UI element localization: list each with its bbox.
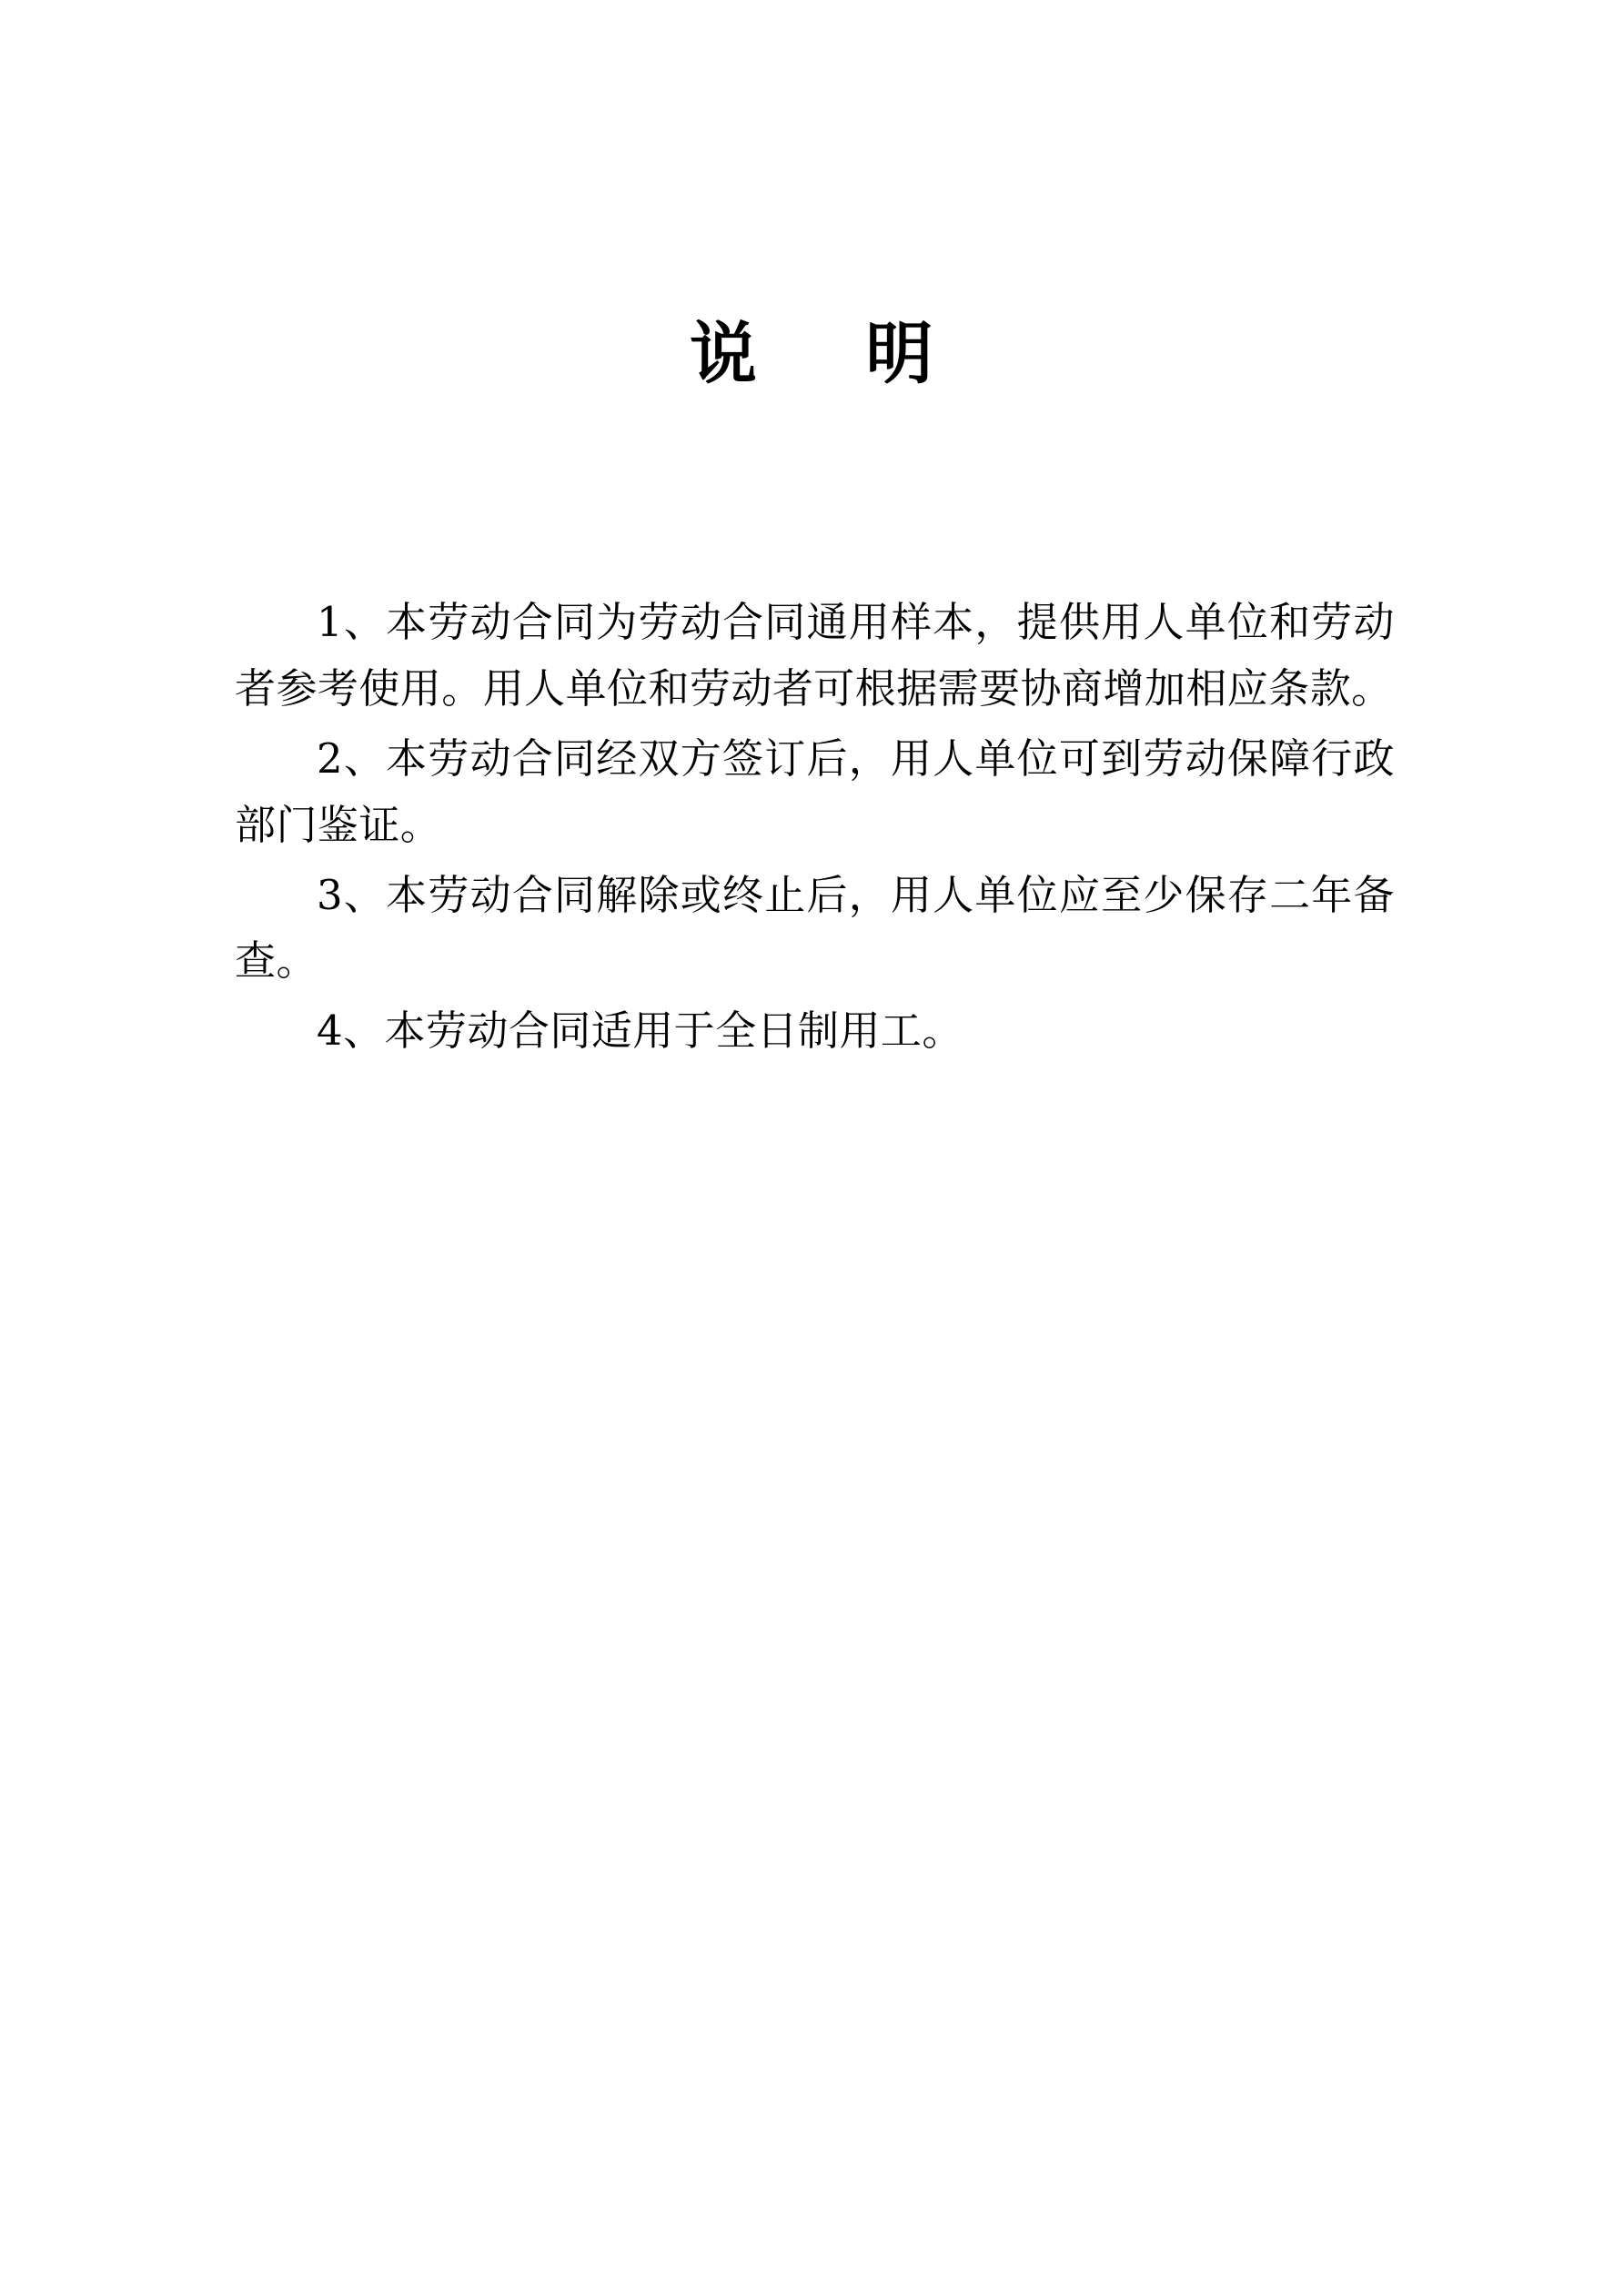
paragraph-1: 1、本劳动合同为劳动合同通用样本，提供用人单位和劳动者参考使用。用人单位和劳动者可根据需要协商增加相应条款。	[235, 598, 1395, 713]
paragraph-3: 3、本劳动合同解除或终止后，用人单位应至少保存二年备查。	[235, 870, 1395, 986]
page-title-first-char: 说	[690, 315, 759, 393]
paragraph-4: 4、本劳动合同适用于全日制用工。	[317, 1006, 963, 1056]
page-title	[0, 315, 1624, 393]
paragraph-2: 2、本劳动合同经双方签订后，用人单位可到劳动保障行政部门鉴证。	[235, 733, 1395, 849]
document-body	[235, 590, 1395, 1068]
page-title-second-char: 明	[865, 315, 934, 393]
